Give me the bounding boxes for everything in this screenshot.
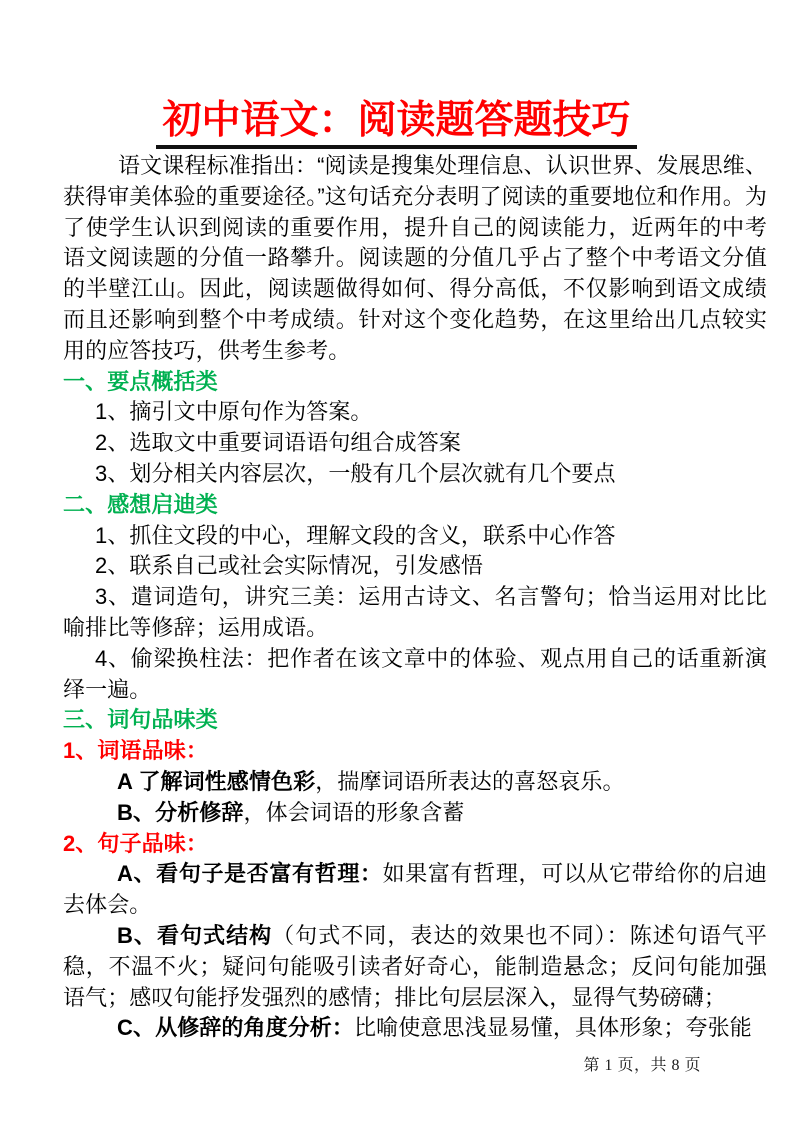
page-title: 初中语文：阅读题答题技巧 — [156, 99, 636, 149]
list-item — [63, 644, 767, 706]
text-segment: 一、要点概括类 — [63, 368, 218, 394]
sub-heading-word-taste — [63, 736, 767, 767]
list-item — [63, 582, 767, 644]
text-segment: 2、选取文中重要词语语句组合成答案 — [95, 430, 461, 456]
text-segment: 4、偷梁换柱法：把作者在该文章中的体验、观点用自己的话重新演绎一遍。 — [63, 645, 767, 702]
text-segment: A、看句子是否富有哲理： — [117, 861, 383, 887]
document-body — [63, 151, 767, 1044]
text-segment: 1、摘引文中原句作为答案。 — [95, 399, 373, 425]
text-segment: ，体会词语的形象含蓄 — [243, 799, 465, 825]
text-segment: 三、词句品味类 — [63, 707, 218, 733]
text-segment: 语文课程标准指出：“阅读是搜集处理信息、认识世界、发展思维、获得审美体验的重要途径。”这句话充分表明了阅读的重要地位和作用。为了使学生认识到阅读的重要作用，提升自己的阅读能力，近两年的中考语文阅读题的分值一路攀升。阅读题的分值几乎占了整个中考语文分值的半壁江山。因此，阅读题做得如何、得分高低，不仅影响到语文成绩而且还影响到整个中考成绩。针对这个变化趋势，在这里给出几点较实用的应答技巧，供考生参考。 — [63, 153, 767, 363]
text-segment: 2、句子品味： — [63, 830, 208, 856]
section-heading-2 — [63, 490, 767, 521]
text-segment: C、从修辞的角度分析： — [117, 1015, 354, 1041]
text-segment: B、分析修辞 — [117, 799, 244, 825]
text-segment: 2、联系自己或社会实际情况，引发感悟 — [95, 553, 484, 579]
list-item — [63, 859, 767, 921]
text-segment: 3、遣词造句，讲究三美：运用古诗文、名言警句；恰当运用对比比喻排比等修辞；运用成语。 — [63, 584, 767, 640]
sub-heading-sentence-taste — [63, 829, 767, 860]
list-item — [63, 521, 767, 552]
list-item — [63, 397, 767, 428]
page-number-label: 第 1 页，共 8 页 — [583, 1057, 701, 1074]
text-segment: 比喻使意思浅显易懂，具体形象；夸张能 — [354, 1015, 752, 1041]
text-segment: A 了解词性感情色彩 — [117, 768, 316, 794]
list-item — [63, 1013, 767, 1044]
text-segment: 如果富有哲理，可以从它带给你的启迪去体会。 — [63, 861, 767, 918]
list-item — [63, 921, 767, 1013]
list-item — [63, 459, 767, 490]
text-segment: ，揣摩词语所表达的喜怒哀乐。 — [315, 768, 625, 794]
list-item — [63, 798, 767, 829]
section-heading-3 — [63, 705, 767, 736]
list-item — [63, 551, 767, 582]
page-footer — [583, 1052, 701, 1075]
text-segment: B、看句式结构 — [117, 922, 273, 948]
page-header — [0, 99, 793, 149]
text-segment: 二、感想启迪类 — [63, 491, 218, 517]
intro-paragraph — [63, 151, 767, 367]
text-segment: 1、词语品味： — [63, 738, 208, 764]
list-item — [63, 428, 767, 459]
text-segment: （句式不同，表达的效果也不同）：陈述句语气平稳，不温不火；疑问句能吸引读者好奇心，能制造悬念；反问句能加强语气；感叹句能抒发强烈的感情；排比句层层深入，显得气势磅礴； — [63, 922, 767, 1010]
section-heading-1 — [63, 367, 767, 398]
text-segment: 1、抓住文段的中心，理解文段的含义，联系中心作答 — [95, 522, 616, 548]
text-segment: 3、划分相关内容层次，一般有几个层次就有几个要点 — [95, 460, 616, 486]
list-item — [63, 767, 767, 798]
